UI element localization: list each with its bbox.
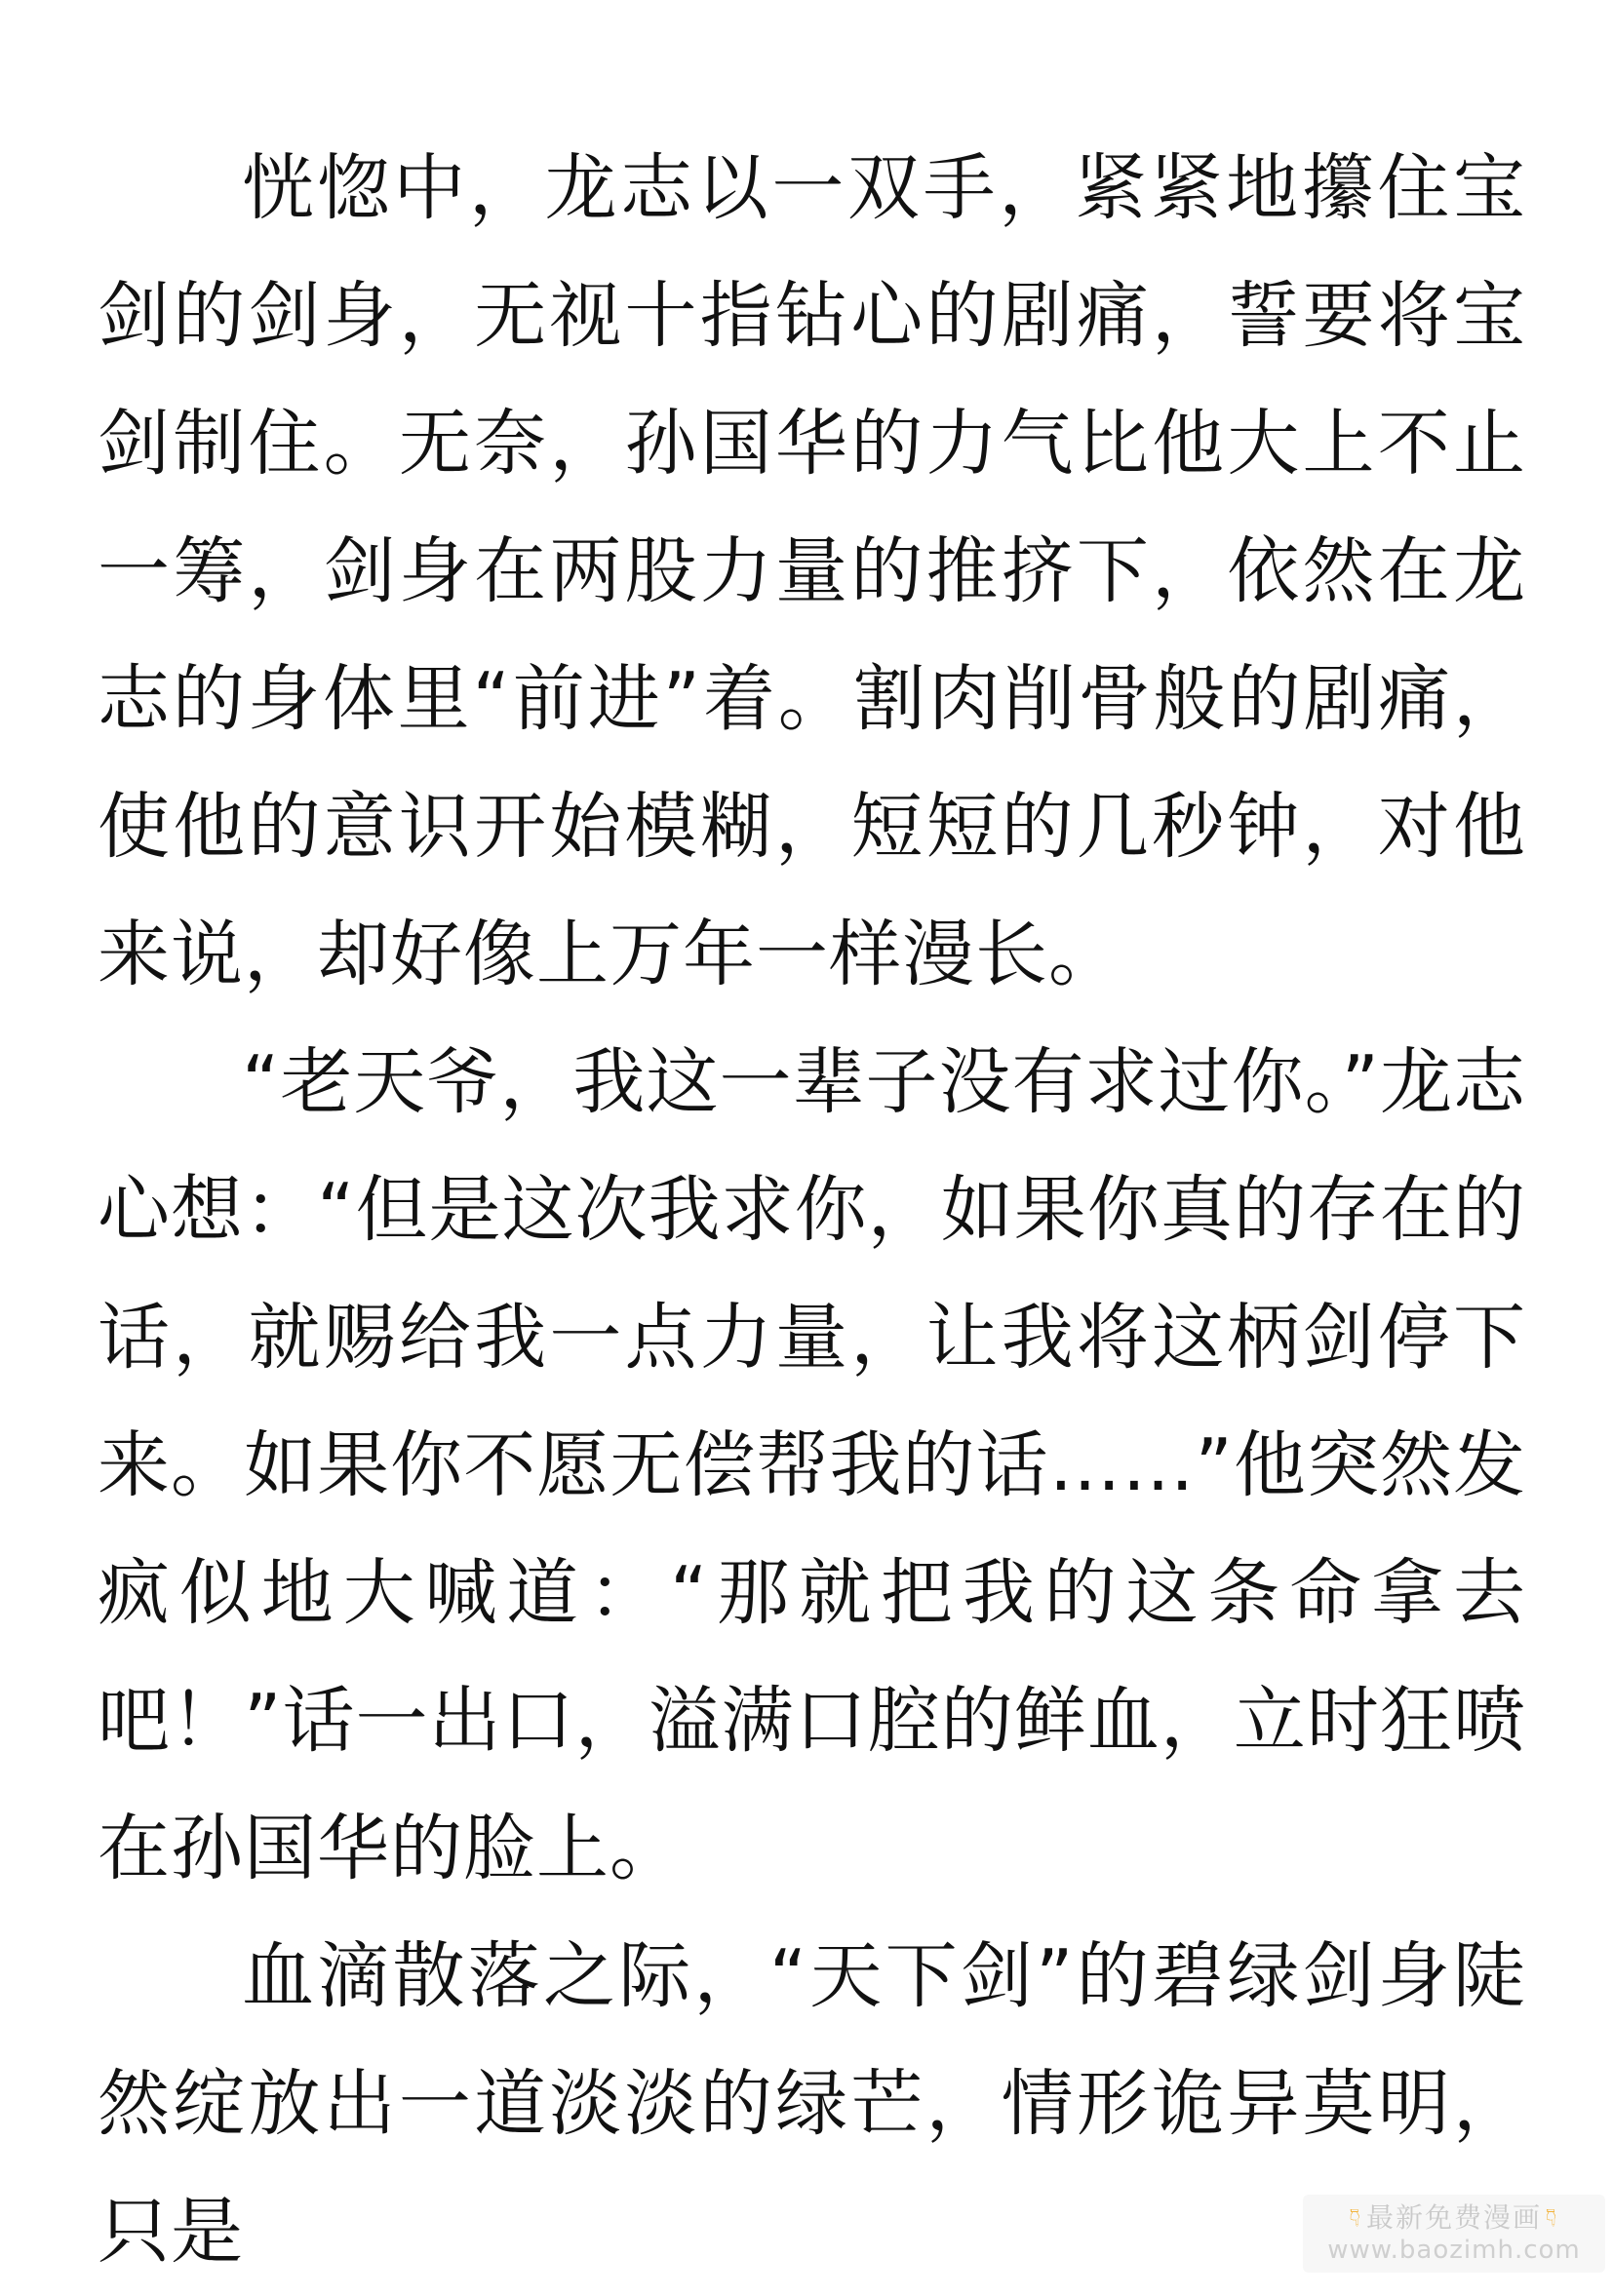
pointing-down-hand-icon: 👇︎ [1546, 2203, 1559, 2233]
site-watermark [1303, 2195, 1605, 2273]
watermark-title-row [1350, 2201, 1558, 2235]
paragraph-1: 恍惚中，龙志以一双手，紧紧地攥住宝剑的剑身，无视十指钻心的剧痛，誓要将宝剑制住。无奈，孙国华的力气比他大上不止一筹，剑身在两股力量的推挤下，依然在龙志的身体里“前进”着。割肉削骨般的剧痛，使他的意识开始模糊，短短的几秒钟，对他来说，却好像上万年一样漫长。 [98, 146, 1526, 996]
paragraph-3: 血滴散落之际，“天下剑”的碧绿剑身陡然绽放出一道淡淡的绿芒，情形诡异莫明，只是 [98, 1934, 1526, 2274]
document-body [98, 125, 1526, 2296]
watermark-text: 最新免费漫画 [1365, 2201, 1542, 2234]
paragraph-2: “老天爷，我这一辈子没有求过你。”龙志心想：“但是这次我求你，如果你真的存在的话，就赐给我一点力量，让我将这柄剑停下来。如果你不愿无偿帮我的话……”他突然发疯似地大喊道：“那就把我的这条命拿去吧！”话一出口，溢满口腔的鲜血，立时狂喷在孙国华的脸上。 [98, 1040, 1526, 1890]
watermark-url: www.baozimh.com [1327, 2236, 1581, 2265]
pointing-down-hand-icon: 👇︎ [1349, 2203, 1362, 2233]
